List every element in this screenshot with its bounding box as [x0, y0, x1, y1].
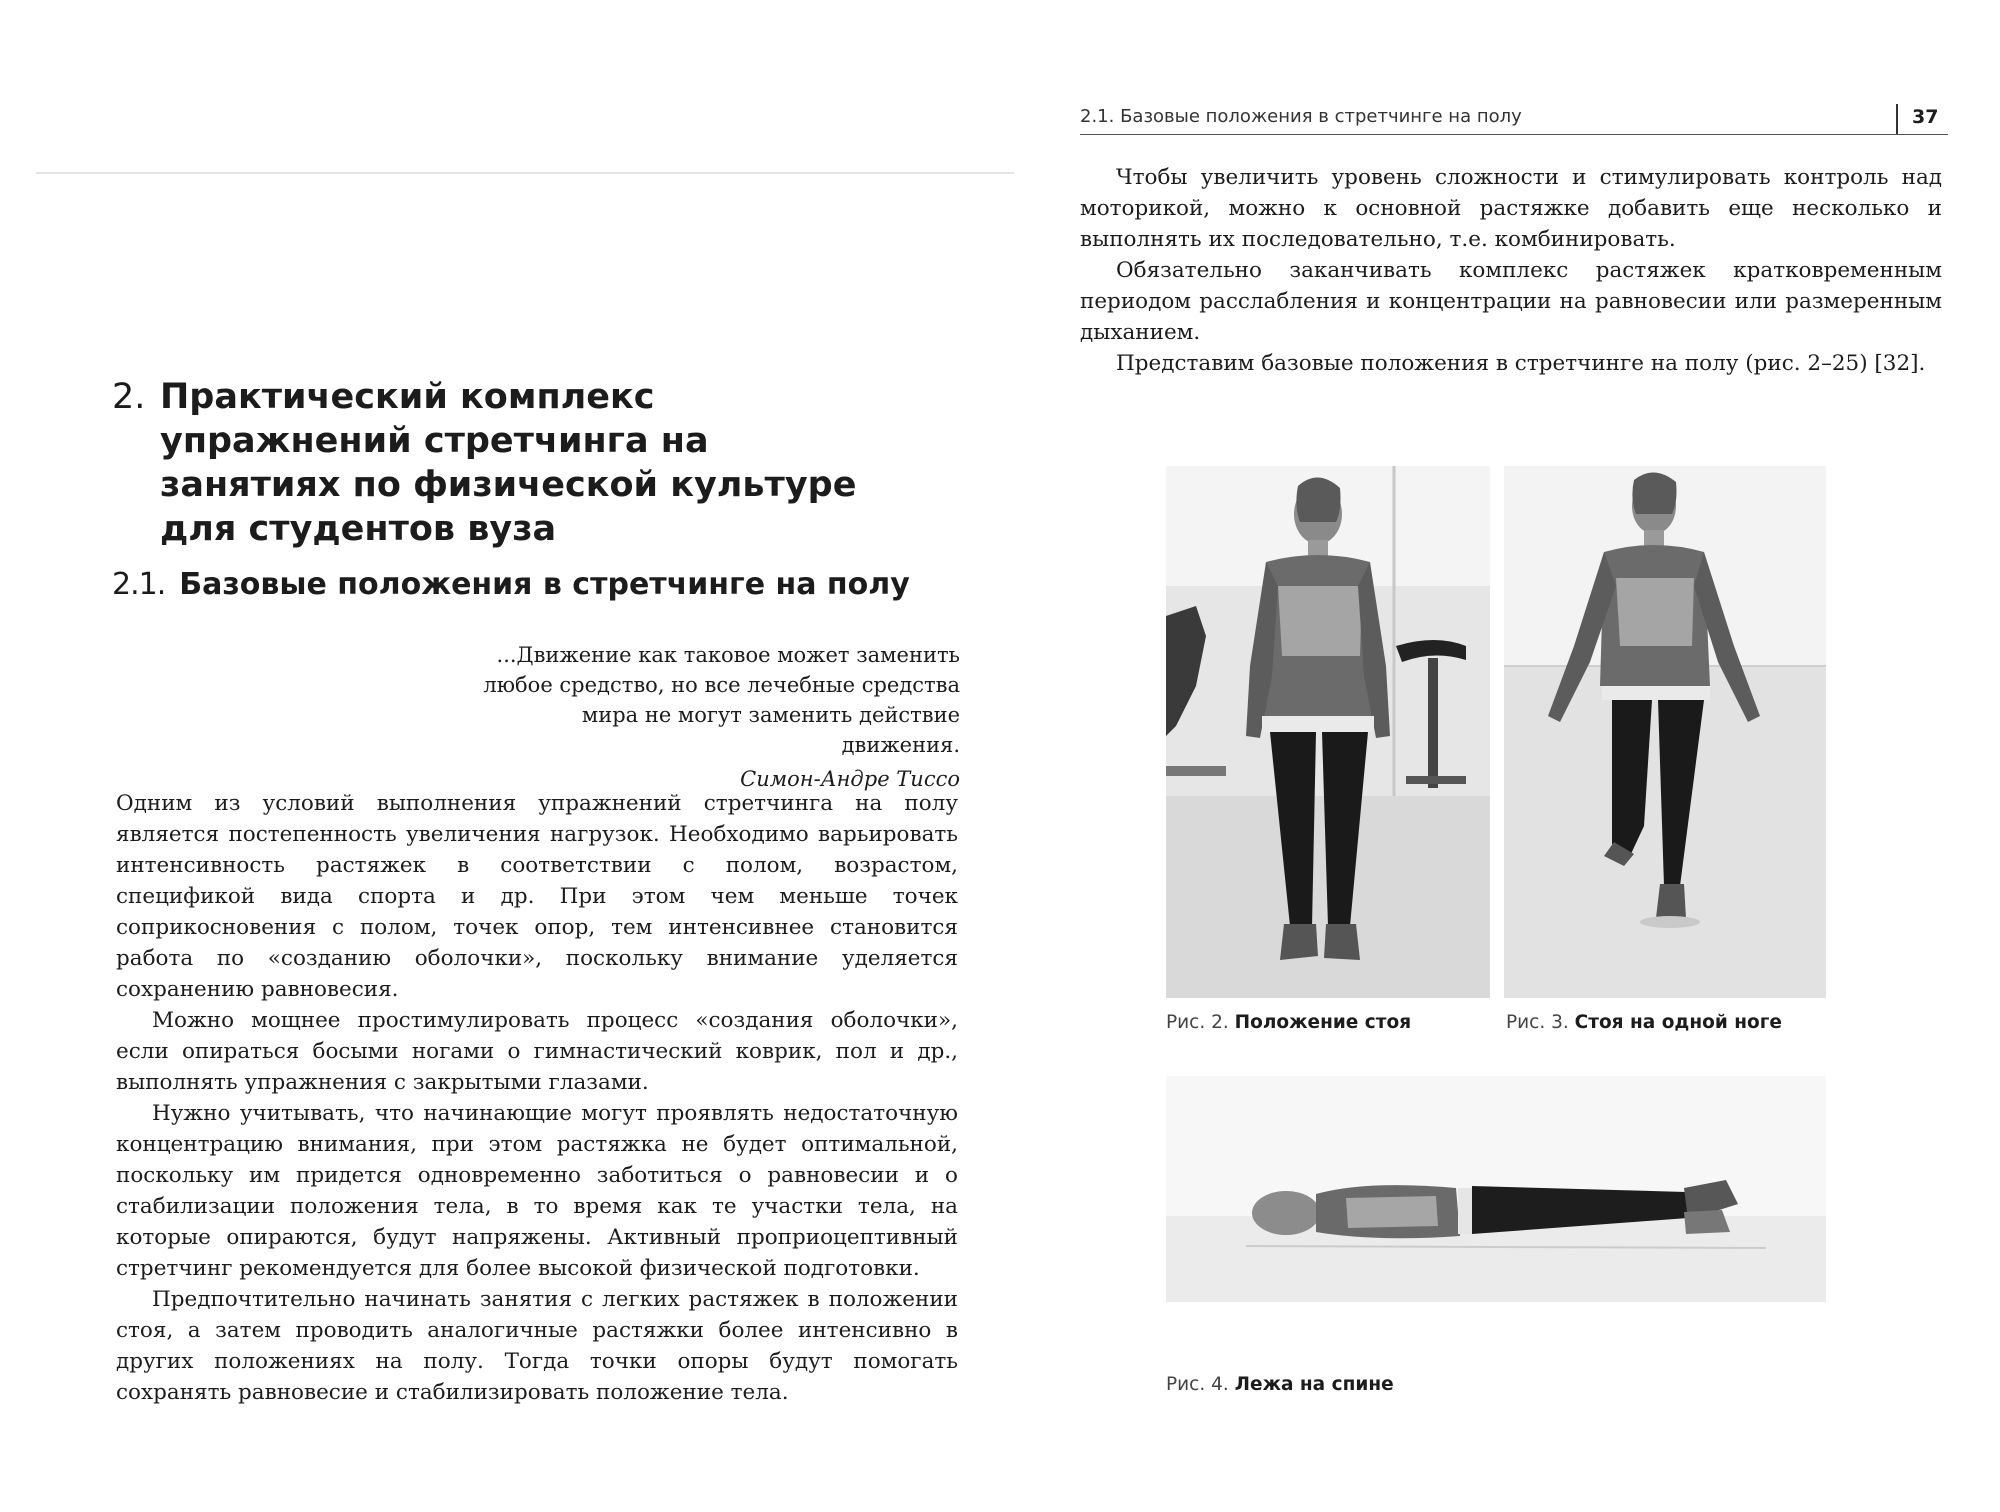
lying-on-back-photo [1166, 1076, 1826, 1302]
epigraph-line: ...Движение как таковое может заменить [496, 643, 960, 667]
section-title: Базовые положения в стретчинге на полу [179, 567, 910, 602]
figure-caption [1166, 1374, 1394, 1395]
paragraph: Предпочтительно начинать занятия с легких растяжек в положении стоя, а затем проводить аналогичные растяжки более интенсивно в других положениях на полу. Тогда точки опоры будут помогать сохранять равновесие и стабилизировать положение тела. [116, 1287, 958, 1405]
section-number: 2.1. [112, 567, 166, 602]
right-page [1050, 0, 2000, 1512]
figure-title: Стоя на одной ноге [1574, 1012, 1782, 1033]
section-heading [112, 566, 912, 604]
paragraph: Можно мощнее простимулировать процесс «создания оболочки», если опираться босыми ногами о гимнастический коврик, пол и др., выполнять упражнения с закрытыми глазами. [116, 1008, 958, 1095]
paragraph: Представим базовые положения в стретчинге на полу (рис. 2–25) [32]. [1116, 351, 1926, 376]
paragraph: Обязательно заканчивать комплекс растяжек кратковременным периодом расслабления и концентрации на равновесии или размеренным дыханием. [1080, 258, 1942, 345]
paragraph: Нужно учитывать, что начинающие могут проявлять недостаточную концентрацию внимания, при этом растяжка не будет оптимальной, поскольку им придется одновременно заботиться о равновесии и о стабилизации положения тела, в то время как те участки тела, на которые опираются, будут напряжены. Активный проприоцептивный стретчинг рекомендуется для более высокой физической подготовки. [116, 1101, 958, 1281]
paragraph: Чтобы увеличить уровень сложности и стимулировать контроль над моторикой, можно к основной растяжке добавить еще несколько и выполнять их последовательно, т.е. комбинировать. [1080, 165, 1942, 252]
figure-title: Лежа на спине [1234, 1374, 1394, 1395]
one-leg-stand-photo [1504, 466, 1826, 998]
figure-label: Рис. 4. [1166, 1374, 1229, 1395]
running-head [1080, 104, 1948, 135]
epigraph [460, 640, 960, 794]
epigraph-line: любое средство, но все лечебные средства [483, 673, 960, 697]
right-body-text [1080, 162, 1942, 379]
left-body-text [116, 788, 958, 1408]
standing-photo [1166, 466, 1490, 998]
epigraph-line: мира не могут заменить действие движения. [581, 703, 960, 757]
paragraph: Одним из условий выполнения упражнений стретчинга на полу является постепенность увеличения нагрузок. Необходимо варьировать интенсивность растяжек в соответствии с полом, возрастом, спецификой вида спорта и др. При этом чем меньше точек соприкосновения с полом, точек опор, тем интенсивнее становится работа по «созданию оболочки», поскольку внимание уделяется сохранению равновесия. [116, 791, 958, 1002]
epigraph-author: Симон-Андре Тиссо [740, 767, 960, 791]
figure-caption [1166, 1012, 1411, 1033]
figure-caption [1506, 1012, 1782, 1033]
top-rule [36, 172, 1014, 174]
figure-title: Положение стоя [1234, 1012, 1412, 1033]
chapter-title: Практический комплекс упражнений стретчинга на занятиях по физической культуре для студентов вуза [160, 377, 857, 549]
figure-label: Рис. 3. [1506, 1012, 1569, 1033]
running-head-divider [1896, 104, 1898, 134]
running-head-title: 2.1. Базовые положения в стретчинге на полу [1080, 106, 1522, 127]
chapter-number: 2. [112, 377, 146, 417]
figure-label: Рис. 2. [1166, 1012, 1229, 1033]
page-number: 37 [1912, 106, 1939, 128]
chapter-heading [112, 375, 872, 551]
